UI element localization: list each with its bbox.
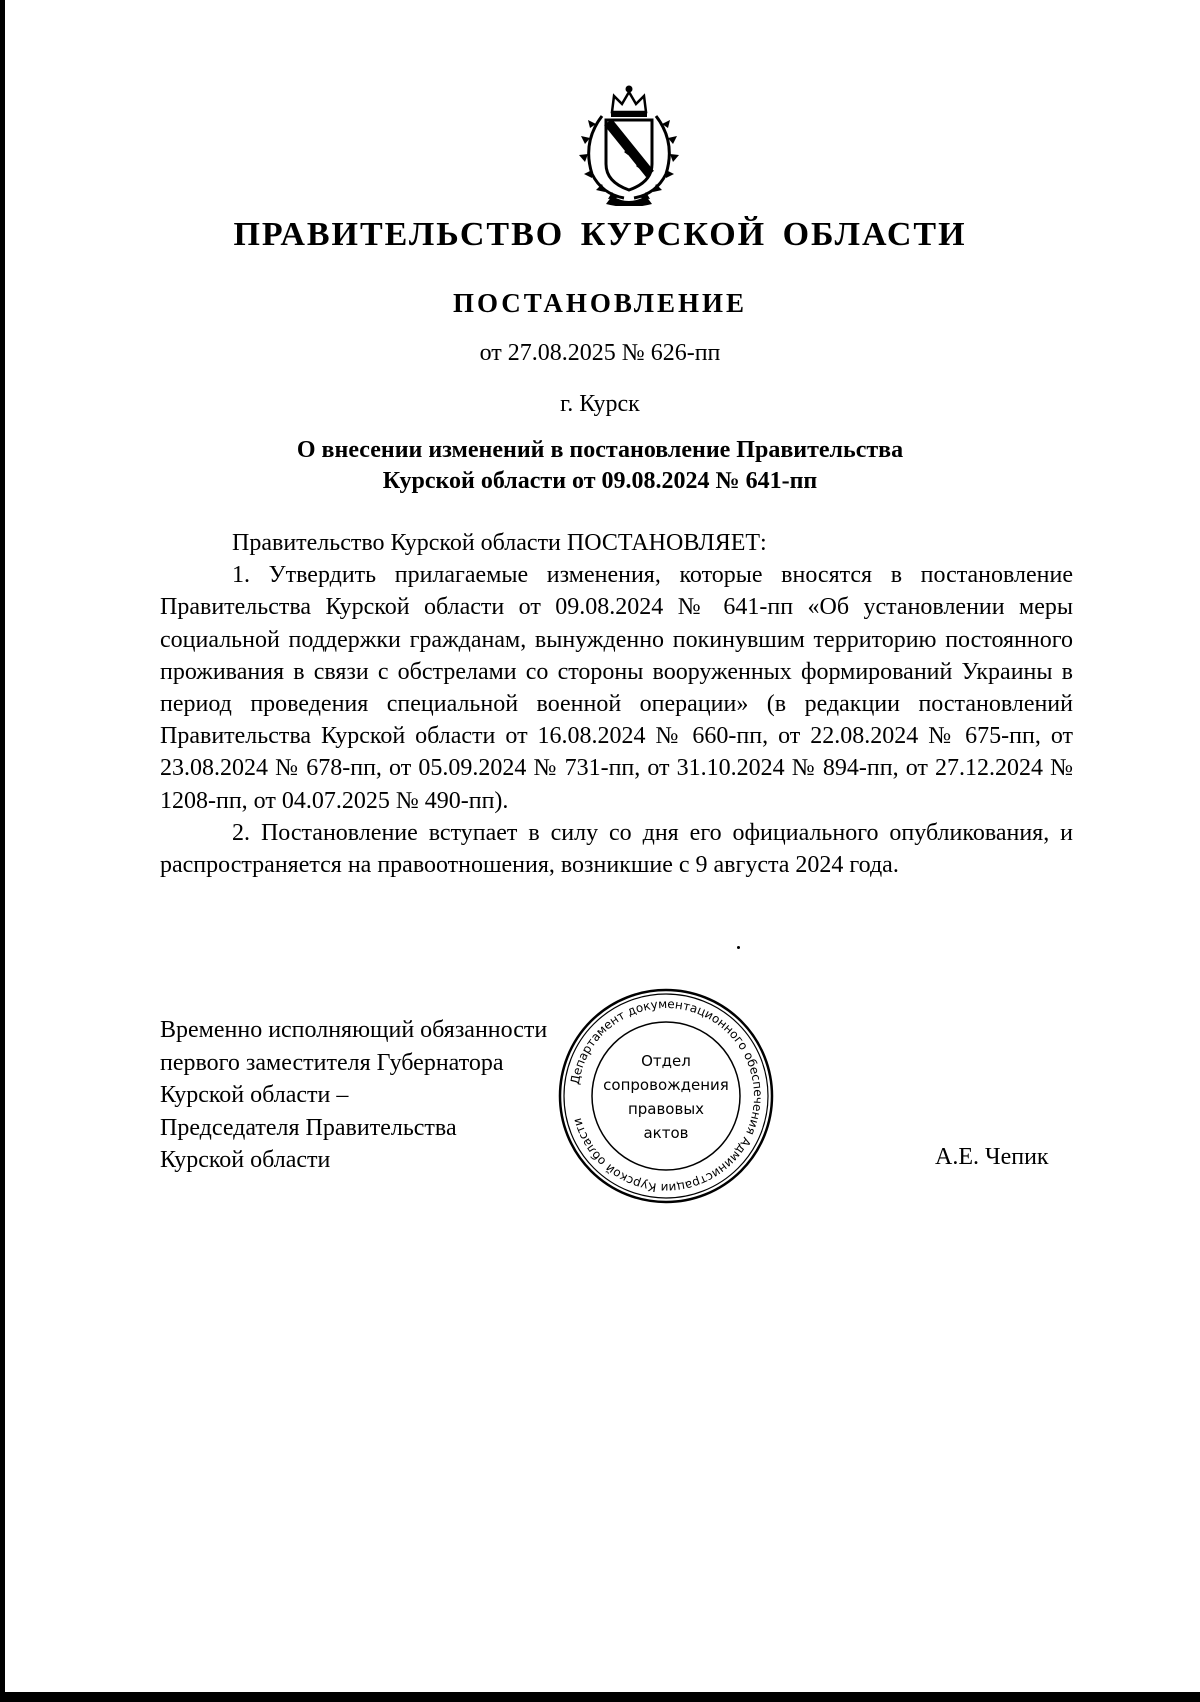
body-item-2: 2. Постановление вступает в силу со дня его официального опубликования, и распространяется на правоотношения, возникшие с 9 августа 2024 года. <box>160 819 1073 879</box>
document-date-number: от 27.08.2025 № 626-пп <box>479 340 721 366</box>
stamp-line-1: Отдел <box>641 1052 691 1070</box>
scan-edge-bottom <box>0 1692 1200 1702</box>
scan-speck <box>737 946 740 949</box>
document-city: г. Курск <box>560 391 640 417</box>
stamp-line-3: правовых <box>627 1100 705 1118</box>
coat-of-arms-icon <box>568 82 690 206</box>
position-line-5: Курской области <box>160 1147 331 1173</box>
organization-title: ПРАВИТЕЛЬСТВО КУРСКОЙ ОБЛАСТИ <box>233 216 967 253</box>
body-item-1: 1. Утвердить прилагаемые изменения, которые вносятся в постановление Правительства Курской области от 09.08.2024 № 641-пп «Об установлении меры социальной поддержки гражданам, вынужденно покинувшим территорию постоянного проживания в связи с обстрелами со стороны вооруженных формирований Украины в период проведения специальной военной операции» (в редакции постановлений Правительства Курской области от 16.08.2024 № 660-пп, от 22.08.2024 № 675-пп, от 23.08.2024 № 678-пп, от 05.09.2024 № 731-пп, от 31.10.2024 № 894-пп, от 27.12.2024 № 1208-пп, от 04.07.2025 № 490-пп). <box>160 562 1073 814</box>
document-subject <box>200 435 1000 497</box>
stamp-ring-text: Департамент документационного обеспечения Администрации Курской области <box>567 996 766 1196</box>
position-line-2: первого заместителя Губернатора <box>160 1049 504 1076</box>
position-line-1: Временно исполняющий обязанности <box>160 1017 548 1043</box>
body-intro: Правительство Курской области ПОСТАНОВЛЯЕТ: <box>232 530 767 556</box>
signature-position <box>160 1014 547 1177</box>
position-line-3: Курской области – <box>160 1082 349 1108</box>
stamp-line-4: актов <box>643 1124 689 1142</box>
official-stamp <box>556 986 776 1206</box>
scan-edge-left <box>0 0 5 1702</box>
subject-line-2: Курской области от 09.08.2024 № 641-пп <box>382 468 818 494</box>
stamp-line-2: сопровождения <box>603 1076 729 1094</box>
signer-name: А.Е. Чепик <box>935 1144 1049 1170</box>
document-type: ПОСТАНОВЛЕНИЕ <box>452 288 748 318</box>
subject-line-1: О внесении изменений в постановление Правительства <box>296 437 904 463</box>
position-line-4: Председателя Правительства <box>160 1114 457 1141</box>
document-body <box>160 527 1073 881</box>
